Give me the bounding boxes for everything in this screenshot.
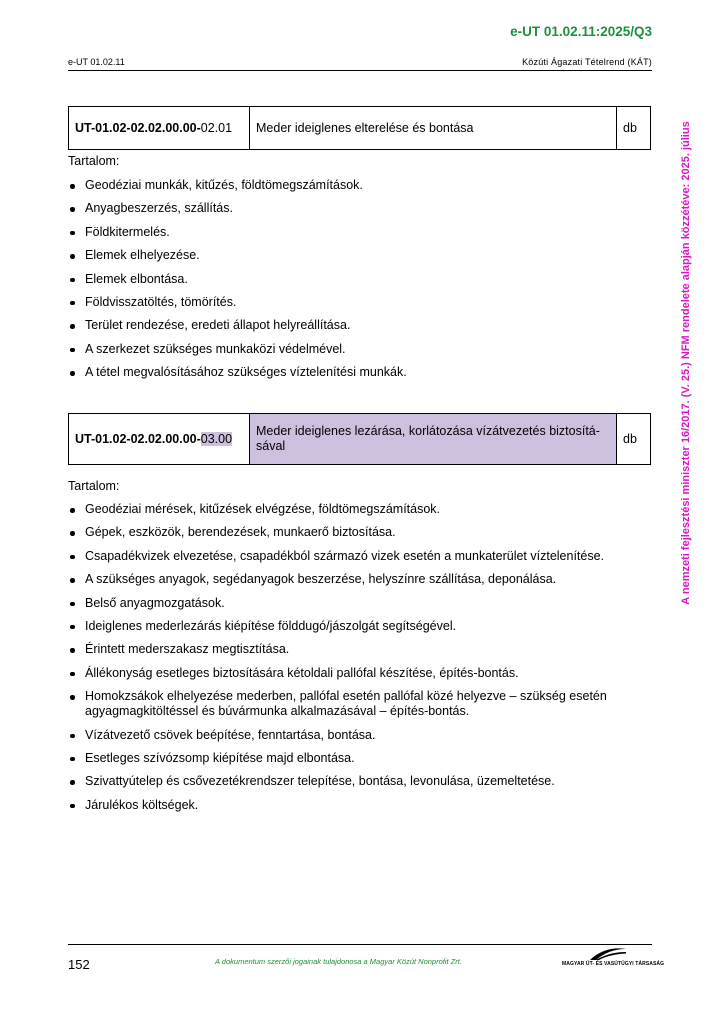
- item-table-1: [68, 106, 651, 150]
- list-item: Terület rendezése, eredeti állapot helyreállítása.: [68, 318, 658, 333]
- item-code-main: UT-01.02-02.02.00.00-: [75, 432, 201, 446]
- bullet-list-1: [68, 178, 658, 389]
- list-item: Belső anyagmozgatások.: [68, 596, 658, 611]
- list-item: Anyagbeszerzés, szállítás.: [68, 201, 658, 216]
- item-unit: db: [617, 107, 651, 150]
- list-item: Érintett mederszakasz megtisztítása.: [68, 642, 658, 657]
- item-code-suffix: 02.01: [200, 121, 233, 135]
- content-label: Tartalom:: [68, 154, 120, 168]
- list-item: Vízátvezető csövek beépítése, fenntartása, bontása.: [68, 728, 658, 743]
- item-title-line-2: sával: [256, 439, 286, 453]
- list-item: Járulékos költségek.: [68, 798, 658, 813]
- list-item: Állékonyság esetleges biztosítására kétoldali pallófal készítése, építés-bontás.: [68, 666, 658, 681]
- list-item: Esetleges szívózsomp kiépítése majd elbontása.: [68, 751, 658, 766]
- list-item: A tétel megvalósításához szükséges víztelenítési munkák.: [68, 365, 658, 380]
- list-item: Homokzsákok elhelyezése mederben, pallófal esetén pallófal közé helyezve – szükség esetén agyagmagkitöltéssel és búvármunka alkalmazásával – építés-bontás.: [68, 689, 658, 719]
- list-item: Geodéziai mérések, kitűzések elvégzése, földtömegszámítások.: [68, 502, 658, 517]
- footer-copyright: A dokumentum szerzői jogainak tulajdonosa a Magyar Közút Nonprofit Zrt.: [215, 957, 462, 966]
- logo-swoosh-icon: [588, 946, 628, 962]
- list-item: A szerkezet szükséges munkaközi védelmével.: [68, 342, 658, 357]
- item-title: Meder ideiglenes elterelése és bontása: [250, 107, 617, 150]
- item-table-2: [68, 413, 651, 465]
- list-item: A szükséges anyagok, segédanyagok beszerzése, helyszínre szállítása, deponálása.: [68, 572, 658, 587]
- header-right-title: Közúti Ágazati Tételrend (KÁT): [522, 57, 652, 67]
- header-left-code: e-UT 01.02.11: [68, 57, 125, 67]
- side-note-text: A nemzeti fejlesztési miniszter 16/2017. (V. 25.) NFM rendelete alapján közzétéve: 2025. július: [680, 121, 692, 605]
- item-code-main: UT-01.02-02.02.00.00-: [75, 121, 201, 135]
- logo-text: MAGYAR ÚT- ÉS VASÚTÜGYI TÁRSASÁG: [562, 961, 665, 967]
- list-item: Elemek elhelyezése.: [68, 248, 658, 263]
- publisher-logo: [562, 946, 665, 972]
- document-code: e-UT 01.02.11:2025/Q3: [510, 24, 652, 39]
- list-item: Gépek, eszközök, berendezések, munkaerő biztosítása.: [68, 525, 658, 540]
- item-code-suffix: 03.00: [200, 432, 233, 446]
- list-item: Ideiglenes mederlezárás kiépítése földdugó/jászolgát segítségével.: [68, 619, 658, 634]
- page-number: 152: [68, 957, 90, 972]
- side-publication-note: [678, 98, 694, 628]
- list-item: Csapadékvizek elvezetése, csapadékból származó vizek esetén a munkaterület víztelenítése.: [68, 549, 658, 564]
- item-code: [69, 414, 250, 465]
- bullet-list-2: [68, 502, 658, 821]
- list-item: Geodéziai munkák, kitűzés, földtömegszámítások.: [68, 178, 658, 193]
- list-item: Elemek elbontása.: [68, 272, 658, 287]
- item-unit: db: [617, 414, 651, 465]
- item-title: [250, 414, 617, 465]
- list-item: Szivattyútelep és csővezetékrendszer telepítése, bontása, levonulása, üzemeltetése.: [68, 774, 658, 789]
- list-item: Földkitermelés.: [68, 225, 658, 240]
- item-code: [69, 107, 250, 150]
- content-label: Tartalom:: [68, 479, 120, 493]
- header-divider: [68, 70, 652, 71]
- list-item: Földvisszatöltés, tömörítés.: [68, 295, 658, 310]
- footer-divider: [68, 944, 652, 945]
- item-title-line-1: Meder ideiglenes lezárása, korlátozása vízátvezetés biztosítá-: [256, 424, 600, 438]
